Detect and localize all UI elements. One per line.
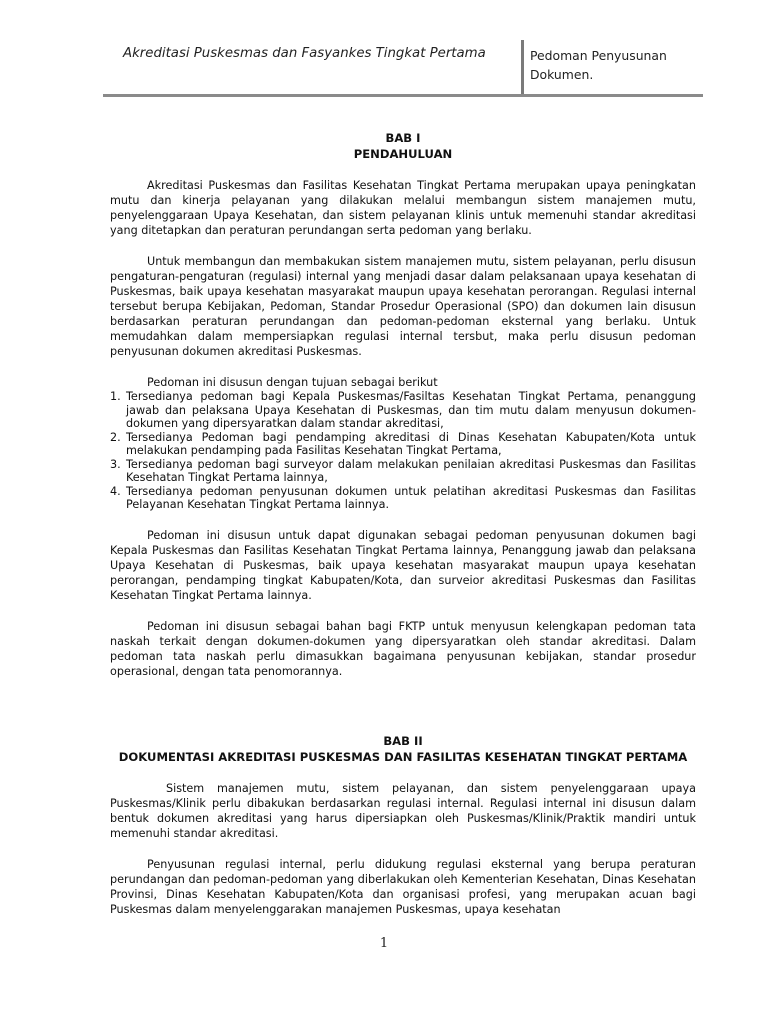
list-item-number: 1. [110,390,121,403]
bab1-paragraph-3: Pedoman ini disusun untuk dapat digunakan sebagai pedoman penyusunan dokumen bagi Kepala Puskesmas dan Fasilitas Kesehatan Tingkat Pertama lainnya, Penanggung jawab dan pelaksana Upaya Kesehatan di Puskesmas, baik upaya kesehatan masyarakat maupun upaya kesehatan perorangan, pendamping tingkat Kabupaten/Kota, dan surveior akreditasi Puskesmas dan Fasilitas Kesehatan Tingkat Pertama lainnya. [110,528,696,602]
page-body [110,130,696,917]
list-item-number: 4. [110,484,121,498]
header-vertical-divider [521,40,524,97]
bab2-label: BAB II [383,733,423,748]
bab1-label: BAB I [385,131,421,145]
bab1-paragraph-1: Akreditasi Puskesmas dan Fasilitas Kesehatan Tingkat Pertama merupakan upaya peningkatan mutu dan kinerja pelayanan yang dilakukan melalui membangun sistem manajemen mutu, penyelenggaraan Upaya Kesehatan, dan sistem pelayanan klinis untuk memenuhi standar akreditasi yang ditetapkan dan peraturan perundangan serta pedoman yang berlaku. [110,179,696,237]
page-header [103,40,703,96]
list-item [110,431,696,458]
header-horizontal-rule [103,94,703,97]
bab1-paragraph-4: Pedoman ini disusun sebagai bahan bagi FKTP untuk menyusun kelengkapan pedoman tata naskah terkait dengan dokumen-dokumen yang dipersyaratkan oleh standar akreditasi. Dalam pedoman tata naskah perlu dimasukkan bagaimana penyusunan kebijakan, standar prosedur operasional, dengan tata penomorannya. [110,619,696,678]
page-number: 1 [379,936,389,951]
list-item [110,458,696,485]
bab1-paragraph-2: Untuk membangun dan membakukan sistem manajemen mutu, sistem pelayanan, perlu disusun pengaturan-pengaturan (regulasi) internal yang menjadi dasar dalam pelaksanaan upaya kesehatan di Puskesmas, baik upaya kesehatan masyarakat maupun upaya kesehatan perorangan. Regulasi internal tersebut berupa Kebijakan, Pedoman, Standar Prosedur Operasional (SPO) dan dokumen lain disusun berdasarkan peraturan perundangan dan pedoman-pedoman eksternal yang berlaku. Untuk memudahkan dalam mempersiapkan regulasi internal tersbut, maka perlu disusun pedoman penyusunan dokumen akreditasi Puskesmas. [110,255,696,358]
list-item-number: 3. [110,457,121,471]
list-item-text: Tersedianya pedoman bagi Kepala Puskesmas/Fasiltas Kesehatan Tingkat Pertama, penanggung jawab dan pelaksana Upaya Kesehatan di Puskesmas, dan tim mutu dalam menyusun dokumen-dokumen yang dipersyaratkan dalam standar akreditasi, [126,390,696,430]
list-item-number: 2. [110,430,121,444]
bab1-list-intro: Pedoman ini disusun dengan tujuan sebagai berikut [147,376,438,389]
list-item-text: Tersedianya pedoman bagi surveyor dalam melakukan penilaian akreditasi Puskesmas dan Fasilitas Kesehatan Tingkat Pertama lainnya, [126,457,696,484]
bab1-objectives-list [110,390,696,512]
list-item-text: Tersedianya Pedoman bagi pendamping akreditasi di Dinas Kesehatan Kabupaten/Kota untuk melakukan pendamping pada Fasilitas Kesehatan Tingkat Pertama, [126,430,696,457]
list-item-text: Tersedianya pedoman penyusunan dokumen untuk pelatihan akreditasi Puskesmas dan Fasilitas Pelayanan Kesehatan Tingkat Pertama lainnya. [126,484,696,511]
header-document-title: Akreditasi Puskesmas dan Fasyankes Tingkat Pertama [123,46,486,61]
bab2-title: DOKUMENTASI AKREDITASI PUSKESMAS DAN FASILITAS KESEHATAN TINGKAT PERTAMA [118,749,688,764]
bab2-paragraph-1: Sistem manajemen mutu, sistem pelayanan, dan sistem penyelenggaraan upaya Puskesmas/Klinik perlu dibakukan berdasarkan regulasi internal. Regulasi internal ini disusun dalam bentuk dokumen akreditasi yang harus dipersiapkan oleh Puskesmas/Klinik/Praktik mandiri untuk memenuhi standar akreditasi. [110,781,696,840]
list-item [110,390,696,431]
bab2-paragraph-2: Penyusunan regulasi internal, perlu didukung regulasi eksternal yang berupa peraturan perundangan dan pedoman-pedoman yang diberlakukan oleh Kementerian Kesehatan, Dinas Kesehatan Provinsi, Dinas Kesehatan Kabupaten/Kota dan organisasi profesi, yang merupakan acuan bagi Puskesmas dalam menyelenggarakan manajemen Puskesmas, upaya kesehatan [110,857,696,916]
list-item [110,485,696,512]
bab1-title: PENDAHULUAN [353,147,453,161]
header-section-title: Pedoman Penyusunan Dokumen. [530,48,667,82]
